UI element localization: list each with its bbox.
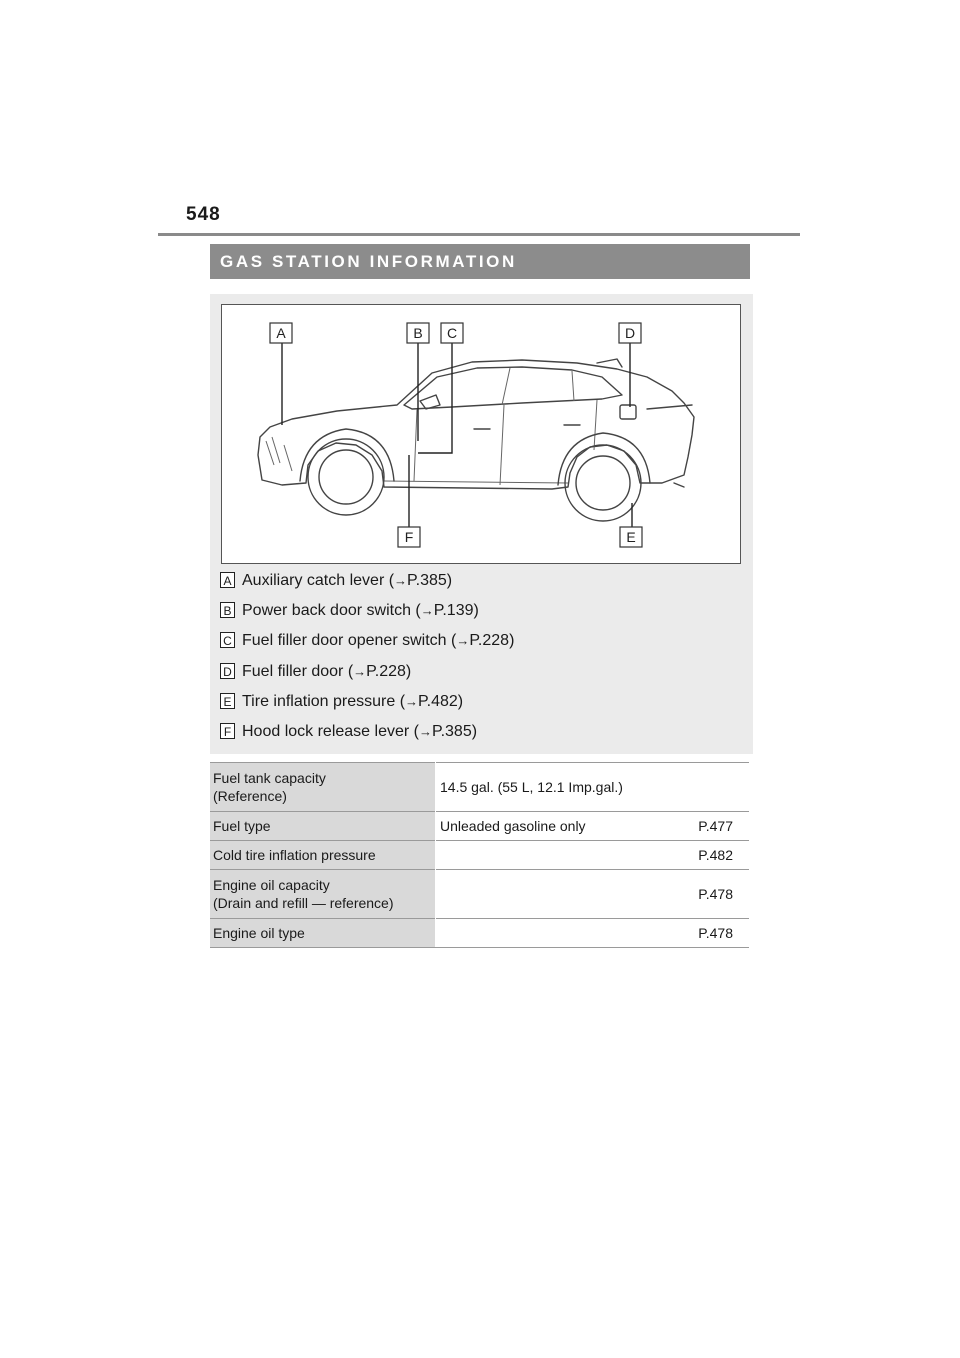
callout-d (619, 323, 641, 343)
legend-item (220, 692, 740, 722)
svg-text:F: F (404, 529, 414, 545)
page-reference-link[interactable]: P.478 (698, 886, 733, 902)
legend-text: Hood lock release lever (→P.385) (242, 722, 478, 740)
spec-value (436, 841, 750, 870)
svg-text:D: D (624, 325, 636, 341)
legend-text: Tire inflation pressure (→P.482) (242, 692, 464, 710)
spec-label: Engine oil capacity (Drain and refill — reference) (210, 870, 436, 919)
callout-b (407, 323, 429, 343)
legend-text: Auxiliary catch lever (→P.385) (242, 572, 453, 589)
page-reference-link[interactable]: P.385) (407, 572, 453, 589)
page-reference-link[interactable]: P.477 (698, 818, 733, 834)
callout-c (441, 323, 463, 343)
arrow-icon: → (394, 573, 408, 588)
spec-label: Fuel tank capacity (Reference) (210, 763, 436, 812)
legend-key: C (220, 632, 235, 648)
table-row (210, 841, 749, 870)
legend-text: Power back door switch (→P.139) (242, 602, 479, 620)
legend-item (220, 631, 740, 661)
spec-value: 14.5 gal. (55 L, 12.1 Imp.gal.) (436, 763, 750, 812)
page-reference-link[interactable]: P.228) (469, 632, 515, 650)
legend-key: D (220, 663, 235, 679)
page-reference-link[interactable]: P.139) (433, 602, 479, 620)
arrow-icon: → (456, 633, 470, 649)
section-title: GAS STATION INFORMATION (210, 244, 750, 279)
fuel-door-shape (620, 405, 636, 419)
spec-label: Cold tire inflation pressure (210, 841, 436, 870)
spec-table (210, 762, 749, 948)
page-reference-link[interactable]: P.482) (418, 692, 464, 710)
legend-item (220, 571, 740, 601)
top-rule (158, 233, 800, 236)
arrow-icon: → (353, 663, 367, 679)
legend-key: B (220, 602, 235, 618)
arrow-icon: → (420, 603, 434, 619)
svg-text:B: B (413, 325, 423, 341)
svg-text:E: E (626, 529, 636, 545)
callout-a (270, 323, 292, 343)
legend-item (220, 722, 740, 752)
arrow-icon: → (405, 693, 419, 709)
legend-list (220, 571, 740, 752)
window-line (404, 367, 622, 409)
legend-key: F (220, 723, 235, 739)
legend-text: Fuel filler door (→P.228) (242, 662, 412, 680)
page-number: 548 (186, 204, 221, 225)
legend-text: Fuel filler door opener switch (→P.228) (242, 632, 515, 650)
table-row (210, 870, 749, 919)
spec-label: Engine oil type (210, 919, 436, 948)
vehicle-illustration (221, 304, 741, 564)
arrow-icon: → (418, 723, 432, 739)
table-row (210, 763, 749, 812)
spec-value (436, 870, 750, 919)
page-reference-link[interactable]: P.385) (431, 722, 478, 740)
legend-key: A (220, 572, 235, 588)
car-body-outline (258, 360, 694, 489)
svg-text:A: A (276, 325, 286, 341)
table-row (210, 919, 749, 948)
table-row (210, 812, 749, 841)
svg-text:C: C (446, 325, 458, 341)
page-reference-link[interactable]: P.482 (698, 847, 733, 863)
page-reference-link[interactable]: P.478 (698, 925, 733, 941)
spec-value (436, 919, 750, 948)
legend-item (220, 601, 740, 631)
callout-f (398, 527, 420, 547)
legend-key: E (220, 693, 235, 709)
info-panel (210, 294, 753, 754)
page-reference-link[interactable]: P.228) (366, 662, 412, 680)
spec-label: Fuel type (210, 812, 436, 841)
car-side-view-drawing (222, 305, 742, 565)
spec-value: Unleaded gasoline only P.477 (436, 812, 750, 841)
legend-item (220, 662, 740, 692)
callout-e (620, 527, 642, 547)
